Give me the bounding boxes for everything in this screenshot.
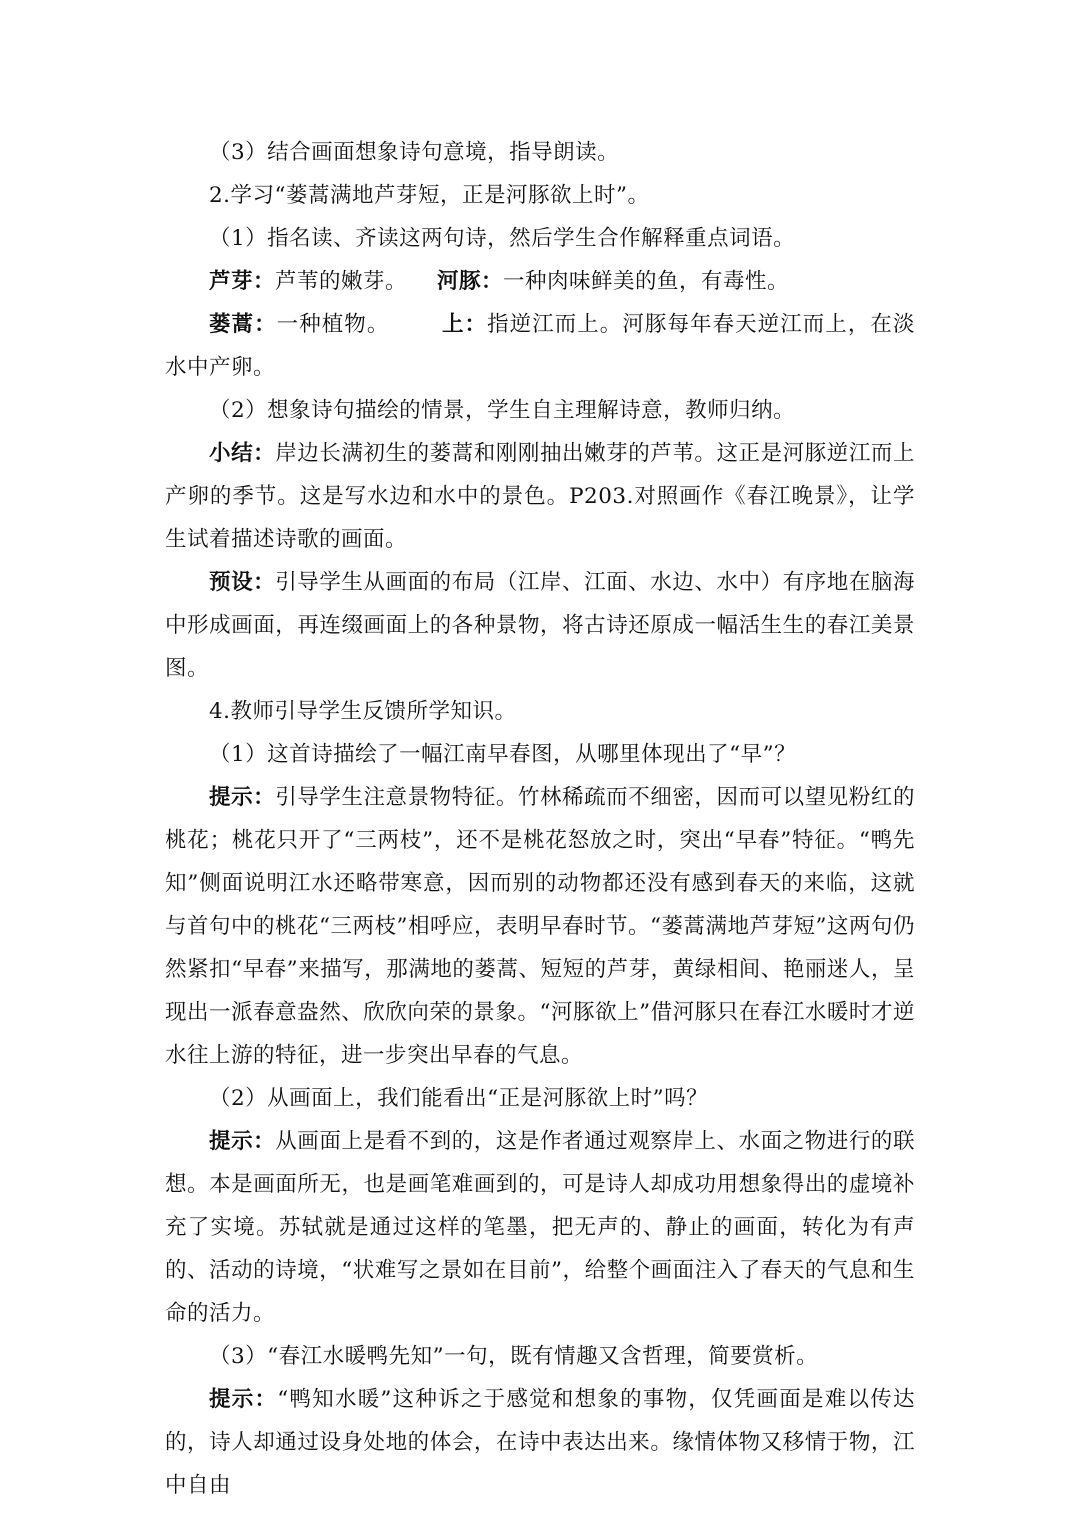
term-louhao: 蒌蒿： [209, 312, 277, 337]
def-luya: 芦苇的嫩芽。 [275, 269, 408, 294]
paragraph-step-1: （1）指名读、齐读这两句诗，然后学生合作解释重点词语。 [209, 226, 796, 251]
preset-text: 引导学生从画面的布局（江岸、江面、水边、水中）有序地在脑海中形成画面，再连缀画面上的各种景物，将古诗还原成一幅活生生的春江美景图。 [165, 570, 915, 681]
vocab-line-1 [165, 260, 915, 303]
paragraph-section-2: 2.学习“蒌蒿满地芦芽短，正是河豚欲上时”。 [209, 183, 650, 208]
vocab-line-2 [165, 303, 915, 389]
hint-3-label: 提示： [209, 1387, 278, 1412]
paragraph-step-3: （3）结合画面想象诗句意境，指导朗读。 [209, 140, 620, 165]
paragraph-section-4: 4.教师引导学生反馈所学知识。 [209, 699, 517, 724]
hint-2 [165, 1120, 915, 1335]
def-shang: 指逆江而上。河豚每年春天逆江而上，在淡水中产卵。 [165, 312, 915, 380]
hint-1-label: 提示： [209, 785, 276, 810]
preset-label: 预设： [209, 570, 276, 595]
term-hetun: 河豚： [437, 269, 504, 294]
question-2: （2）从画面上，我们能看出“正是河豚欲上时”吗？ [209, 1086, 709, 1111]
hint-3 [165, 1378, 915, 1507]
hint-2-label: 提示： [209, 1129, 276, 1154]
hint-3-text: “鸭知水暖”这种诉之于感觉和想象的事物，仅凭画面是难以传达的，诗人却通过设身处地的体会，在诗中表达出来。缘情体物又移情于物，江中自由 [165, 1387, 915, 1498]
hint-1-text: 引导学生注意景物特征。竹林稀疏而不细密，因而可以望见粉红的桃花；桃花只开了“三两枝”，还不是桃花怒放之时，突出“早春”特征。“鸭先知”侧面说明江水还略带寒意，因而别的动物都还没有感到春天的来临，这就与首句中的桃花“三两枝”相呼应，表明早春时节。“蒌蒿满地芦芽短”这两句仍然紧扣“早春”来描写，那满地的蒌蒿、短短的芦芽，黄绿相间、艳丽迷人，呈现出一派春意盎然、欣欣向荣的景象。“河豚欲上”借河豚只在春江水暖时才逆水往上游的特征，进一步突出早春的气息。 [165, 785, 915, 1068]
question-3: （3）“春江水暖鸭先知”一句，既有情趣又含哲理，简要赏析。 [209, 1344, 819, 1369]
paragraph-step-2: （2）想象诗句描绘的情景，学生自主理解诗意，教师归纳。 [209, 398, 796, 423]
hint-2-text: 从画面上是看不到的，这是作者通过观察岸上、水面之物进行的联想。本是画面所无，也是画笔难画到的，可是诗人却成功用想象得出的虚境补充了实境。苏轼就是通过这样的笔墨，把无声的、静止的画面，转化为有声的、活动的诗境，“状难写之景如在目前”，给整个画面注入了春天的气息和生命的活力。 [165, 1129, 915, 1326]
def-louhao: 一种植物。 [276, 312, 390, 337]
paragraph-summary [165, 432, 915, 561]
paragraph-preset [165, 561, 915, 690]
summary-label: 小结： [209, 441, 276, 466]
def-hetun: 一种肉味鲜美的鱼，有毒性。 [503, 269, 790, 294]
hint-1 [165, 776, 915, 1077]
term-luya: 芦芽： [209, 269, 276, 294]
summary-text: 岸边长满初生的蒌蒿和刚刚抽出嫩芽的芦苇。这正是河豚逆江而上产卵的季节。这是写水边和水中的景色。P203.对照画作《春江晚景》，让学生试着描述诗歌的画面。 [165, 441, 915, 552]
question-1: （1）这首诗描绘了一幅江南早春图，从哪里体现出了“早”？ [209, 742, 797, 767]
term-shang: 上： [441, 312, 488, 337]
